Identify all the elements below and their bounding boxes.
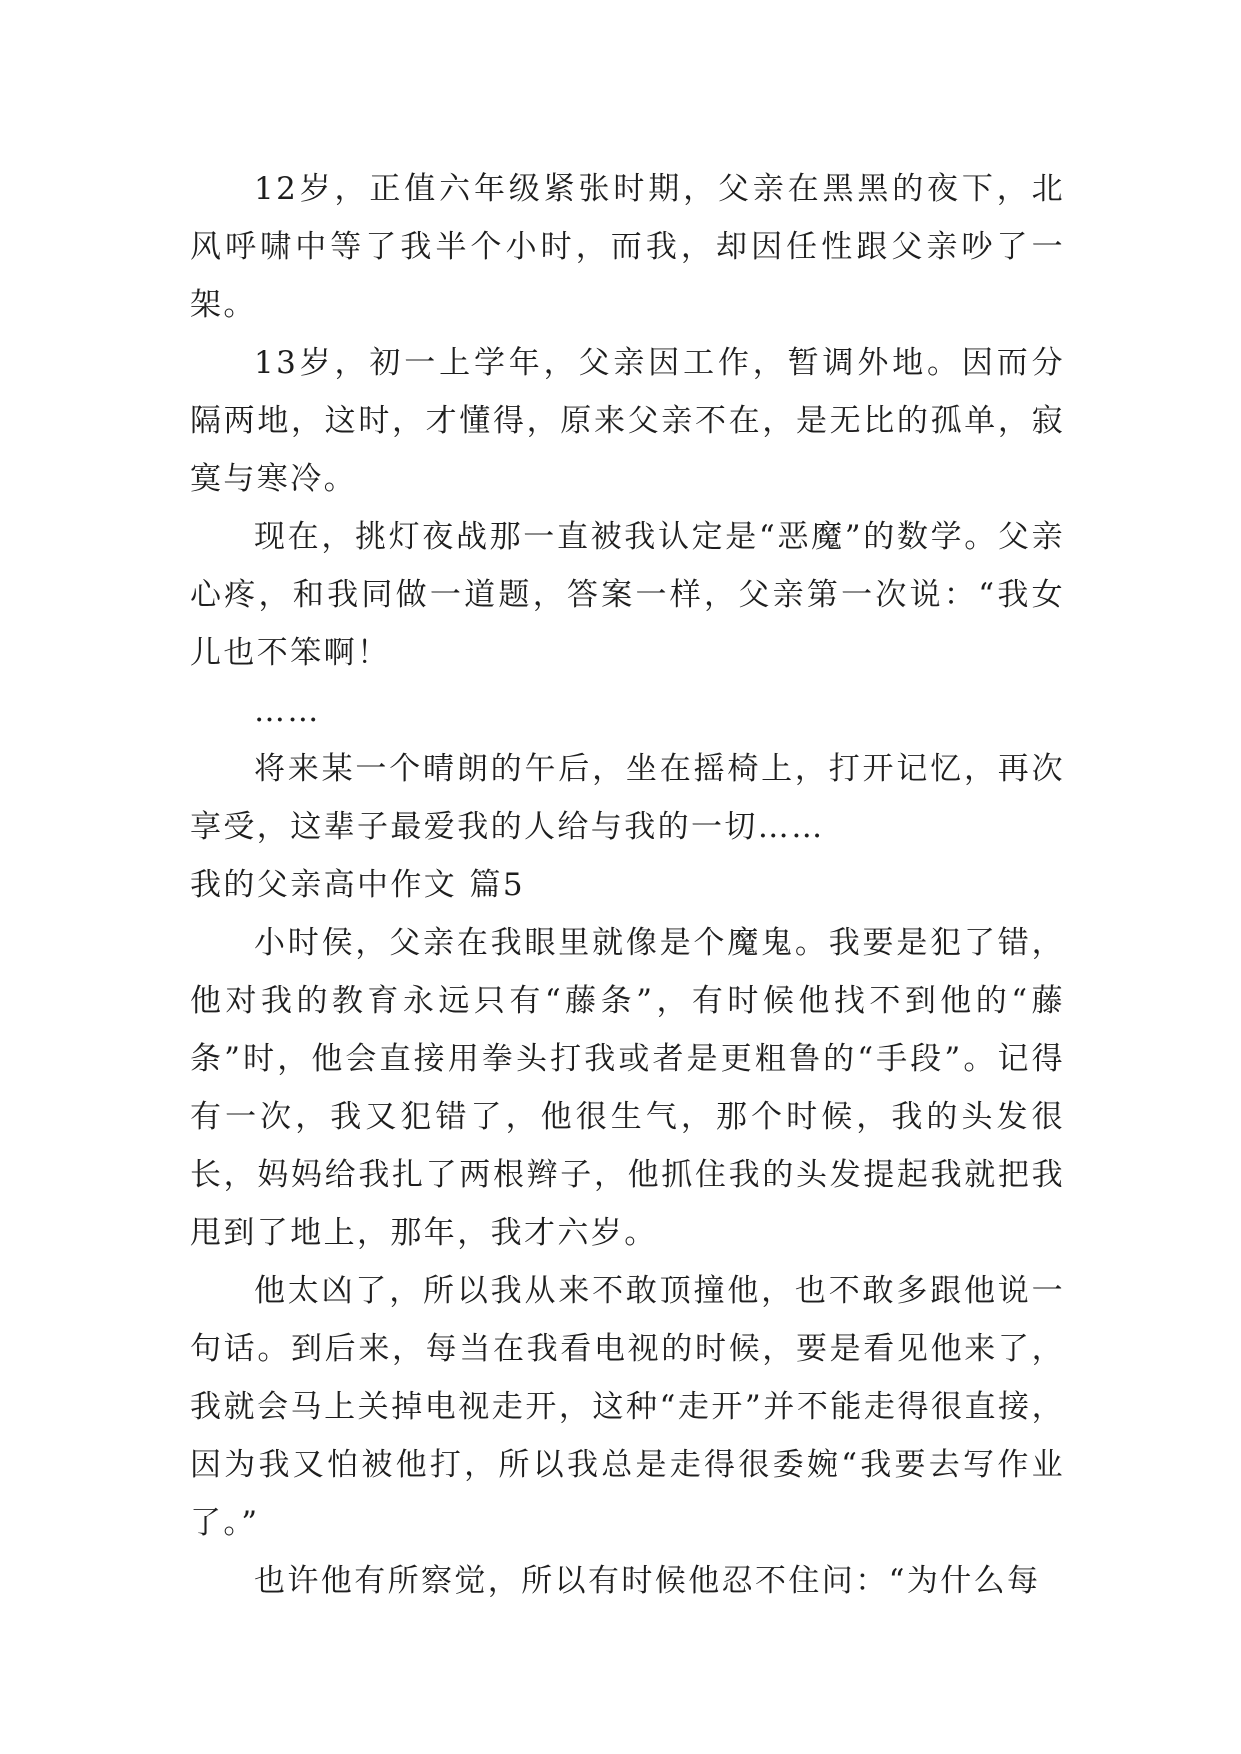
paragraph-future: 将来某一个晴朗的午后，坐在摇椅上，打开记忆，再次享受，这辈子最爱我的人给与我的一切…… bbox=[190, 751, 1065, 845]
essay-body bbox=[190, 160, 1065, 1610]
paragraph-age-13: 13岁，初一上学年，父亲因工作，暂调外地。因而分隔两地，这时，才懂得，原来父亲不在，是无比的孤单，寂寞与寒冷。 bbox=[190, 345, 1065, 497]
paragraph-age-12: 12岁，正值六年级紧张时期，父亲在黑黑的夜下，北风呼啸中等了我半个小时，而我，却因任性跟父亲吵了一架。 bbox=[190, 171, 1065, 323]
paragraph-question: 也许他有所察觉，所以有时候他忍不住问：“为什么每 bbox=[254, 1563, 1041, 1599]
section-heading: 我的父亲高中作文 篇5 bbox=[190, 867, 525, 903]
paragraph-fear: 他太凶了，所以我从来不敢顶撞他，也不敢多跟他说一句话。到后来，每当在我看电视的时候，要是看见他来了，我就会马上关掉电视走开，这种“走开”并不能走得很直接，因为我又怕被他打，所以我总是走得很委婉“我要去写作业了。” bbox=[190, 1273, 1065, 1541]
paragraph-ellipsis: …… bbox=[254, 693, 321, 729]
paragraph-now: 现在，挑灯夜战那一直被我认定是“恶魔”的数学。父亲心疼，和我同做一道题，答案一样，父亲第一次说：“我女儿也不笨啊！ bbox=[190, 519, 1065, 671]
paragraph-childhood: 小时侯，父亲在我眼里就像是个魔鬼。我要是犯了错，他对我的教育永远只有“藤条”，有时候他找不到他的“藤条”时，他会直接用拳头打我或者是更粗鲁的“手段”。记得有一次，我又犯错了，他很生气，那个时候，我的头发很长，妈妈给我扎了两根辫子，他抓住我的头发提起我就把我甩到了地上，那年，我才六岁。 bbox=[190, 925, 1065, 1251]
